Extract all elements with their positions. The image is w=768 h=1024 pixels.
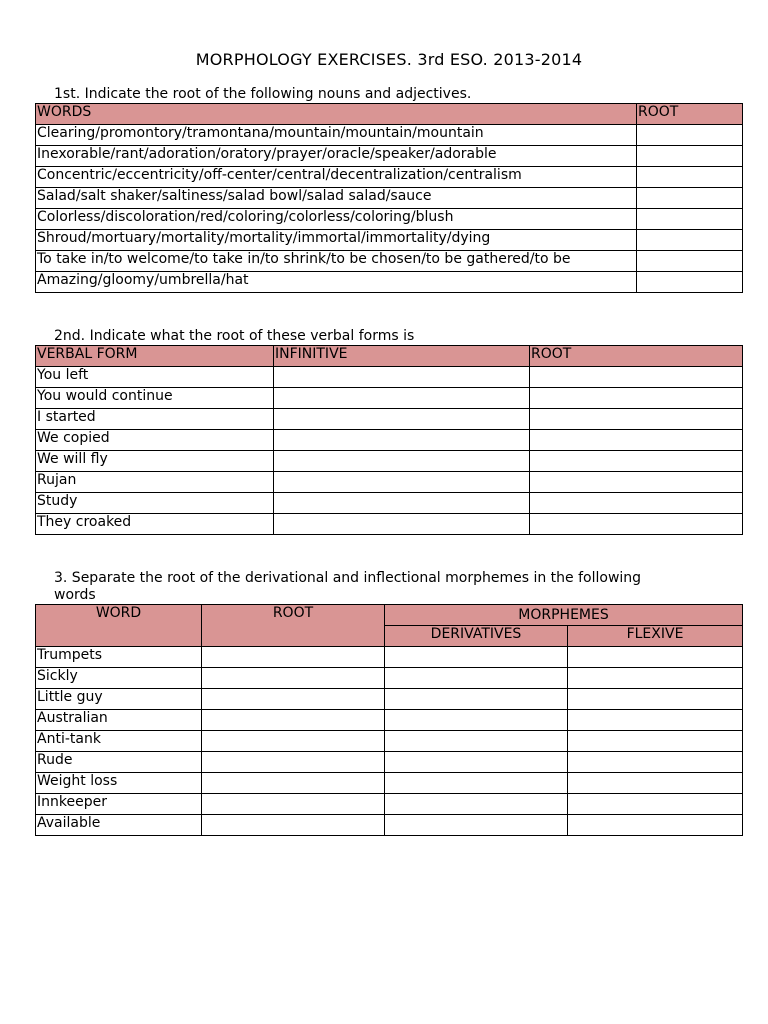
root-cell[interactable]	[637, 146, 743, 167]
derivatives-cell[interactable]	[385, 794, 568, 815]
root-cell[interactable]	[530, 451, 743, 472]
root-header: ROOT	[530, 346, 743, 367]
root-cell[interactable]	[530, 367, 743, 388]
root-header: ROOT	[637, 104, 743, 125]
root-cell[interactable]	[202, 794, 385, 815]
flexive-cell[interactable]	[568, 815, 743, 836]
page-title: MORPHOLOGY EXERCISES. 3rd ESO. 2013-2014	[195, 50, 583, 69]
word-cell: Colorless/discoloration/red/coloring/colorless/coloring/blush	[36, 209, 637, 230]
verbal-form-cell: Study	[36, 493, 274, 514]
root-cell[interactable]	[202, 731, 385, 752]
derivatives-cell[interactable]	[385, 668, 568, 689]
root-cell[interactable]	[637, 209, 743, 230]
derivatives-cell[interactable]	[385, 647, 568, 668]
root-header: ROOT	[202, 605, 385, 647]
derivatives-cell[interactable]	[385, 815, 568, 836]
flexive-cell[interactable]	[568, 647, 743, 668]
section3-instruction	[54, 570, 641, 604]
root-cell[interactable]	[637, 125, 743, 146]
section3-instruction-line2: words	[54, 587, 96, 603]
derivatives-header: DERIVATIVES	[385, 626, 568, 647]
root-cell[interactable]	[530, 430, 743, 451]
verbal-form-cell: I started	[36, 409, 274, 430]
table-row	[36, 647, 743, 668]
derivatives-cell[interactable]	[385, 752, 568, 773]
word-cell: Trumpets	[36, 647, 202, 668]
table-row	[36, 272, 743, 293]
table-row	[36, 167, 743, 188]
word-cell: Amazing/gloomy/umbrella/hat	[36, 272, 637, 293]
verbal-forms-table	[35, 345, 743, 535]
flexive-cell[interactable]	[568, 668, 743, 689]
word-cell: Sickly	[36, 668, 202, 689]
table-row	[36, 710, 743, 731]
root-cell[interactable]	[530, 493, 743, 514]
root-cell[interactable]	[202, 815, 385, 836]
word-cell: Rude	[36, 752, 202, 773]
table-row	[36, 815, 743, 836]
root-cell[interactable]	[637, 272, 743, 293]
verbal-form-cell: You would continue	[36, 388, 274, 409]
table-row	[36, 514, 743, 535]
verbal-form-cell: You left	[36, 367, 274, 388]
root-cell[interactable]	[530, 388, 743, 409]
section2-instruction: 2nd. Indicate what the root of these verbal forms is	[54, 328, 415, 344]
words-header: WORDS	[36, 104, 637, 125]
root-cell[interactable]	[530, 514, 743, 535]
table-row	[36, 251, 743, 272]
table-row	[36, 430, 743, 451]
word-cell: Clearing/promontory/tramontana/mountain/mountain/mountain	[36, 125, 637, 146]
verbal-form-cell: We will fly	[36, 451, 274, 472]
table-row	[36, 773, 743, 794]
root-cell[interactable]	[202, 752, 385, 773]
root-cell[interactable]	[202, 647, 385, 668]
table-row	[36, 388, 743, 409]
table-row	[36, 493, 743, 514]
root-cell[interactable]	[637, 230, 743, 251]
roots-table	[35, 103, 743, 293]
table-row	[36, 188, 743, 209]
word-cell: To take in/to welcome/to take in/to shrink/to be chosen/to be gathered/to be	[36, 251, 637, 272]
root-cell[interactable]	[530, 472, 743, 493]
infinitive-cell[interactable]	[274, 472, 530, 493]
word-cell: Available	[36, 815, 202, 836]
infinitive-cell[interactable]	[274, 367, 530, 388]
morphemes-header: MORPHEMES	[385, 605, 743, 626]
word-cell: Innkeeper	[36, 794, 202, 815]
table-row	[36, 689, 743, 710]
table-row	[36, 668, 743, 689]
word-cell: Inexorable/rant/adoration/oratory/prayer/oracle/speaker/adorable	[36, 146, 637, 167]
table-row	[36, 451, 743, 472]
derivatives-cell[interactable]	[385, 689, 568, 710]
morphemes-table	[35, 604, 743, 836]
root-cell[interactable]	[202, 710, 385, 731]
word-cell: Little guy	[36, 689, 202, 710]
table-row	[36, 367, 743, 388]
flexive-cell[interactable]	[568, 731, 743, 752]
flexive-header: FLEXIVE	[568, 626, 743, 647]
table-row	[36, 752, 743, 773]
section1-instruction: 1st. Indicate the root of the following nouns and adjectives.	[54, 86, 472, 102]
infinitive-cell[interactable]	[274, 388, 530, 409]
word-cell: Weight loss	[36, 773, 202, 794]
root-cell[interactable]	[637, 167, 743, 188]
flexive-cell[interactable]	[568, 710, 743, 731]
root-cell[interactable]	[637, 251, 743, 272]
flexive-cell[interactable]	[568, 752, 743, 773]
table-row	[36, 731, 743, 752]
verbal-form-cell: We copied	[36, 430, 274, 451]
table-row	[36, 230, 743, 251]
flexive-cell[interactable]	[568, 794, 743, 815]
flexive-cell[interactable]	[568, 773, 743, 794]
derivatives-cell[interactable]	[385, 731, 568, 752]
verbal-form-cell: They croaked	[36, 514, 274, 535]
word-cell: Australian	[36, 710, 202, 731]
table-row	[36, 146, 743, 167]
infinitive-cell[interactable]	[274, 514, 530, 535]
table-row	[36, 125, 743, 146]
section3-instruction-line1: 3. Separate the root of the derivational and inflectional morphemes in the following	[54, 570, 642, 586]
infinitive-cell[interactable]	[274, 409, 530, 430]
infinitive-header: INFINITIVE	[274, 346, 530, 367]
table-row	[36, 209, 743, 230]
word-cell: Anti-tank	[36, 731, 202, 752]
word-cell: Shroud/mortuary/mortality/mortality/immortal/immortality/dying	[36, 230, 637, 251]
word-cell: Salad/salt shaker/saltiness/salad bowl/salad salad/sauce	[36, 188, 637, 209]
derivatives-cell[interactable]	[385, 773, 568, 794]
root-cell[interactable]	[202, 668, 385, 689]
word-header: WORD	[36, 605, 202, 647]
infinitive-cell[interactable]	[274, 493, 530, 514]
infinitive-cell[interactable]	[274, 451, 530, 472]
flexive-cell[interactable]	[568, 689, 743, 710]
table-row	[36, 472, 743, 493]
verbal-form-cell: Rujan	[36, 472, 274, 493]
verbal-form-header: VERBAL FORM	[36, 346, 274, 367]
root-cell[interactable]	[202, 773, 385, 794]
table-row	[36, 794, 743, 815]
root-cell[interactable]	[530, 409, 743, 430]
derivatives-cell[interactable]	[385, 710, 568, 731]
word-cell: Concentric/eccentricity/off-center/central/decentralization/centralism	[36, 167, 637, 188]
infinitive-cell[interactable]	[274, 430, 530, 451]
root-cell[interactable]	[202, 689, 385, 710]
root-cell[interactable]	[637, 188, 743, 209]
table-row	[36, 409, 743, 430]
